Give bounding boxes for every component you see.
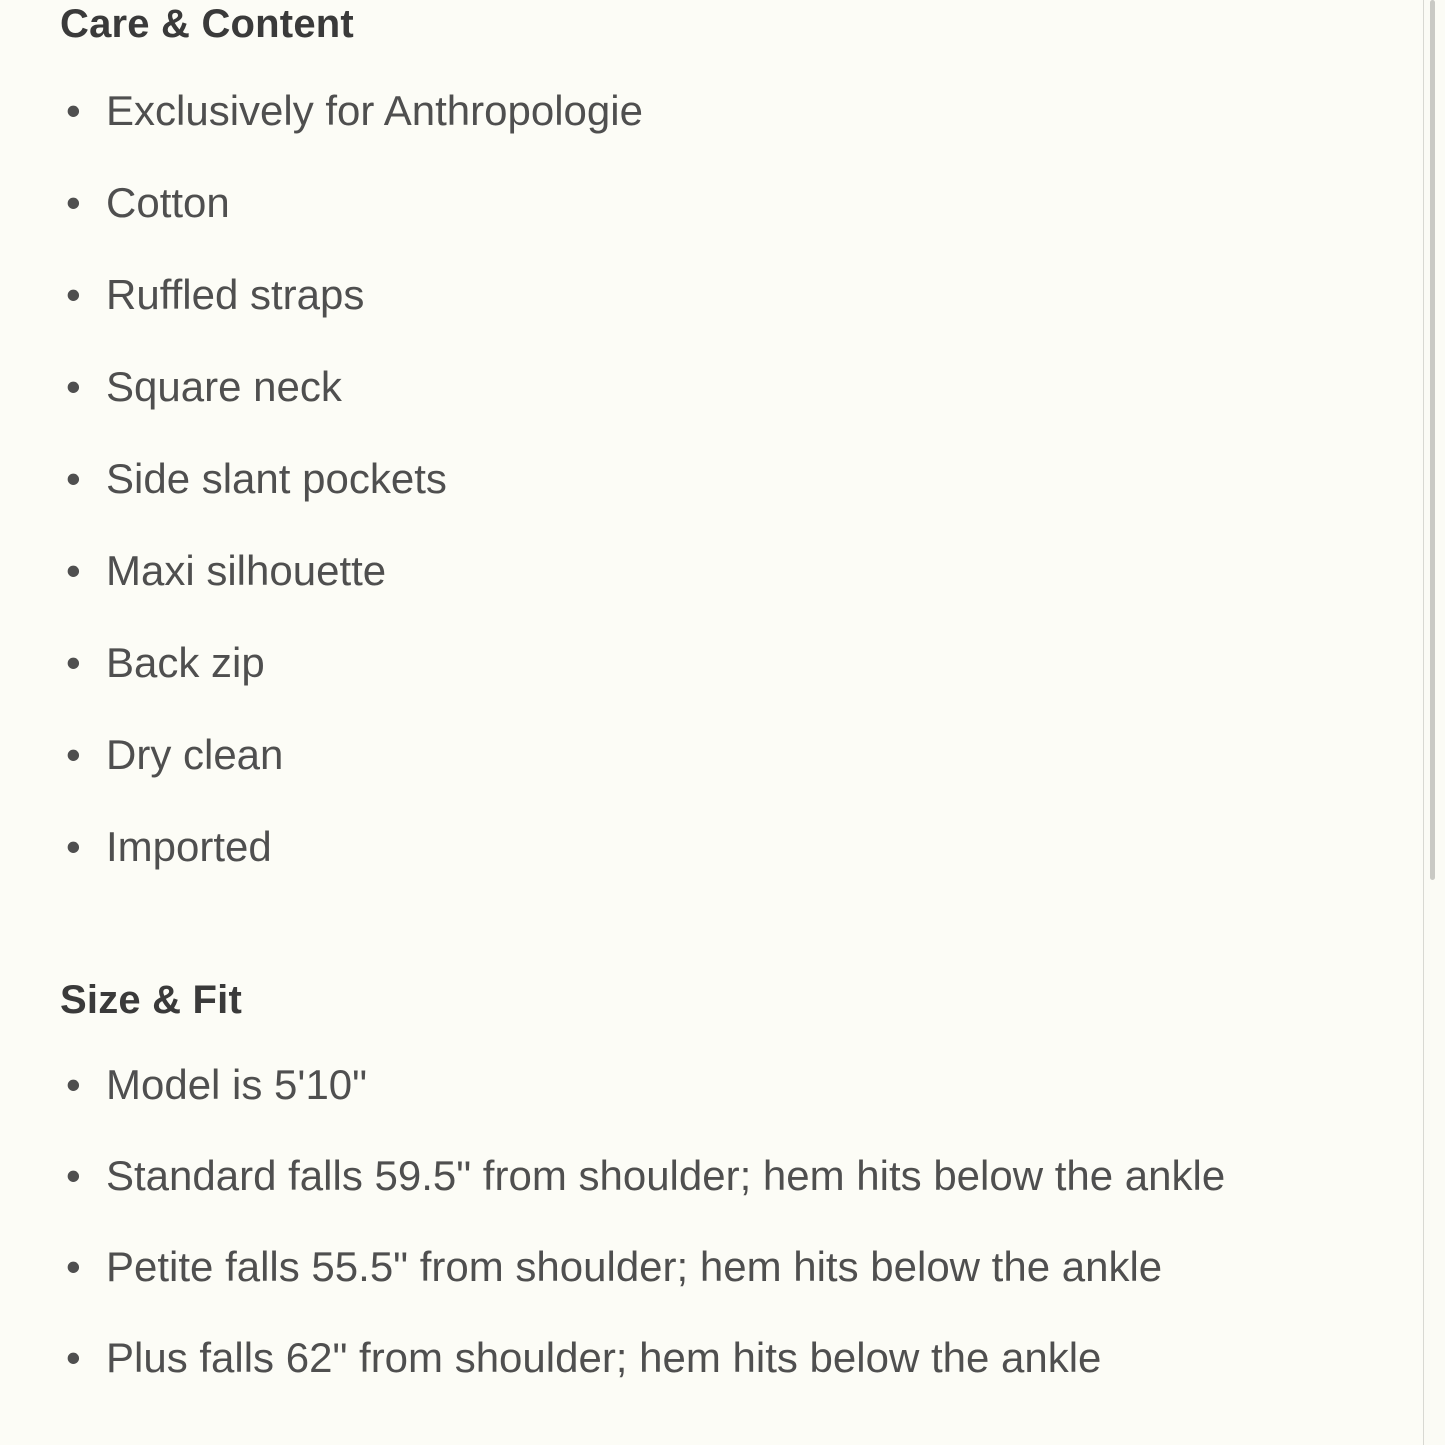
list-item-label: Standard falls 59.5" from shoulder; hem hits below the ankle xyxy=(106,1152,1226,1199)
bullet-icon: • xyxy=(66,1334,81,1381)
list-item-label: Petite falls 55.5" from shoulder; hem hits below the ankle xyxy=(106,1243,1163,1290)
list-item xyxy=(0,823,1410,918)
list-item-label: Ruffled straps xyxy=(106,271,365,318)
list-item-label: Square neck xyxy=(106,363,342,410)
list-item-label: Exclusively for Anthropologie xyxy=(106,87,643,134)
list-item xyxy=(0,179,1410,274)
scrollbar-track[interactable] xyxy=(1423,0,1445,1445)
list-item xyxy=(0,455,1410,550)
size-and-fit-list xyxy=(0,1061,1410,1428)
bullet-icon: • xyxy=(66,1243,81,1290)
bullet-icon: • xyxy=(66,179,81,226)
care-and-content-list xyxy=(0,87,1410,918)
bullet-icon: • xyxy=(66,271,81,318)
bullet-icon: • xyxy=(66,823,81,870)
list-item-label: Side slant pockets xyxy=(106,455,447,502)
bullet-icon: • xyxy=(66,639,81,686)
list-item-label: Dry clean xyxy=(106,731,284,778)
list-item xyxy=(0,731,1410,826)
bullet-icon: • xyxy=(66,731,81,778)
list-item xyxy=(0,547,1410,642)
list-item-label: Maxi silhouette xyxy=(106,547,387,594)
list-item xyxy=(0,363,1410,458)
bullet-icon: • xyxy=(66,1152,81,1199)
list-item-label: Back zip xyxy=(106,639,265,686)
list-item-label: Model is 5'10" xyxy=(106,1061,368,1108)
list-item xyxy=(0,271,1410,366)
list-item xyxy=(0,1152,1410,1246)
list-item xyxy=(0,1334,1410,1428)
bullet-icon: • xyxy=(66,363,81,410)
list-item-label: Plus falls 62" from shoulder; hem hits below the ankle xyxy=(106,1334,1102,1381)
list-item xyxy=(0,1243,1410,1337)
list-item xyxy=(0,87,1410,182)
bullet-icon: • xyxy=(66,547,81,594)
size-and-fit-heading: Size & Fit xyxy=(60,978,243,1022)
bullet-icon: • xyxy=(66,1061,81,1108)
list-item-label: Imported xyxy=(106,823,272,870)
bullet-icon: • xyxy=(66,87,81,134)
list-item xyxy=(0,1061,1410,1155)
bullet-icon: • xyxy=(66,455,81,502)
list-item xyxy=(0,639,1410,734)
list-item-label: Cotton xyxy=(106,179,230,226)
care-and-content-heading: Care & Content xyxy=(60,2,354,46)
scrollbar-thumb[interactable] xyxy=(1430,0,1435,880)
